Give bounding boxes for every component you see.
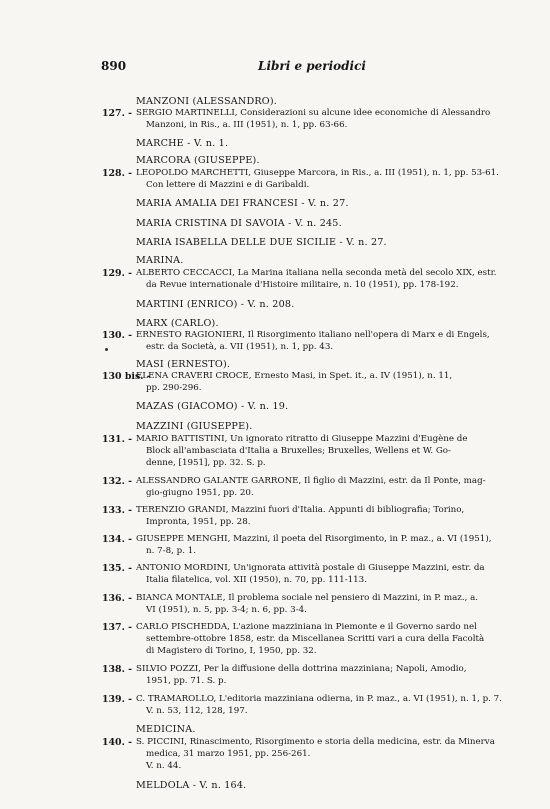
heading-marina: MARINA. xyxy=(136,255,184,266)
entry-136-line-1: BIANCA MONTALE, Il problema sociale nel pensiero di Mazzini, in P. maz., a. xyxy=(136,593,479,603)
entry-127-line-2: Manzoni, in Ris., a. III (1951), n. 1, pp. 63-66. xyxy=(146,120,348,130)
heading-martini: MARTINI (ENRICO) - V. n. 208. xyxy=(136,299,295,310)
entry-131-line-2: Block all'ambasciata d'Italia a Bruxelles; Bruxelles, Wellens et W. Go- xyxy=(146,446,451,456)
entry-number-131: 131. - xyxy=(102,434,132,445)
entry-number-136: 136. - xyxy=(102,593,132,604)
entry-137-line-2: settembre-ottobre 1858, estr. da Miscellanea Scritti vari a cura della Facoltà xyxy=(146,634,485,644)
entry-129-line-2: da Revue internationale d'Histoire militaire, n. 10 (1951), pp. 178-192. xyxy=(146,280,459,290)
heading-mazzini: MAZZINI (GIUSEPPE). xyxy=(136,421,253,432)
entry-130-bis-line-1: ELENA CRAVERI CROCE, Ernesto Masi, in Spet. it., a. IV (1951), n. 11, xyxy=(136,371,453,381)
entry-133-line-2: Impronta, 1951, pp. 28. xyxy=(146,517,251,527)
entry-131-line-3: denne, [1951], pp. 32. S. p. xyxy=(146,458,266,468)
entry-136-line-2: VI (1951), n. 5, pp. 3-4; n. 6, pp. 3-4. xyxy=(146,605,307,615)
entry-number-128: 128. - xyxy=(102,168,132,179)
entry-129-line-1: ALBERTO CECCACCI, La Marina italiana nella seconda metà del secolo XIX, estr. xyxy=(136,268,497,278)
entry-140-line-2: medica, 31 marzo 1951, pp. 256-261. xyxy=(146,749,311,759)
running-title: Libri e periodici xyxy=(258,59,366,73)
entry-132-line-1: ALESSANDRO GALANTE GARRONE, Il figlio di Mazzini, estr. da Il Ponte, mag- xyxy=(136,476,486,486)
entry-133-line-1: TERENZIO GRANDI, Mazzini fuori d'Italia. Appunti di bibliografia; Torino, xyxy=(136,505,465,515)
entry-135-line-2: Italia filatelica, vol. XII (1950), n. 70, pp. 111-113. xyxy=(146,575,367,585)
entry-127-line-1: SERGIO MARTINELLI, Considerazioni su alcune idee economiche di Alessandro xyxy=(136,108,491,118)
entry-138-line-2: 1951, pp. 71. S. p. xyxy=(146,676,227,686)
entry-130-line-2: estr. da Società, a. VII (1951), n. 1, pp. 43. xyxy=(146,342,334,352)
entry-135-line-1: ANTONIO MORDINI, Un'ignorata attività postale di Giuseppe Mazzini, estr. da xyxy=(136,563,485,573)
entry-number-138: 138. - xyxy=(102,664,132,675)
entry-number-140: 140. - xyxy=(102,737,132,748)
entry-number-133: 133. - xyxy=(102,505,132,516)
heading-manzoni: MANZONI (ALESSANDRO). xyxy=(136,96,278,107)
heading-maria-cristina: MARIA CRISTINA DI SAVOIA - V. n. 245. xyxy=(136,218,342,229)
heading-marcora: MARCORA (GIUSEPPE). xyxy=(136,155,260,166)
entry-number-139: 139. - xyxy=(102,694,132,705)
entry-139-line-2: V. n. 53, 112, 128, 197. xyxy=(146,706,248,716)
entry-number-127: 127. - xyxy=(102,108,132,119)
margin-mark xyxy=(105,348,108,351)
heading-mazas: MAZAS (GIACOMO) - V. n. 19. xyxy=(136,401,289,412)
entry-139-line-1: C. TRAMAROLLO, L'editoria mazziniana odierna, in P. maz., a. VI (1951), n. 1, p. 7. xyxy=(136,694,502,704)
heading-maria-amalia: MARIA AMALIA DEI FRANCESI - V. n. 27. xyxy=(136,198,349,209)
entry-130-bis-line-2: pp. 290-296. xyxy=(146,383,202,393)
entry-138-line-1: SILVIO POZZI, Per la diffusione della dottrina mazziniana; Napoli, Amodio, xyxy=(136,664,467,674)
heading-maria-isabella: MARIA ISABELLA DELLE DUE SICILIE - V. n. 27. xyxy=(136,237,387,248)
heading-marche: MARCHE - V. n. 1. xyxy=(136,138,229,149)
entry-128-line-1: LEOPOLDO MARCHETTI, Giuseppe Marcora, in Ris., a. III (1951), n. 1, pp. 53-61. xyxy=(136,168,499,178)
entry-number-132: 132. - xyxy=(102,476,132,487)
entry-number-134: 134. - xyxy=(102,534,132,545)
entry-number-130: 130. - xyxy=(102,330,132,341)
page-number: 890 xyxy=(101,59,127,73)
heading-medicina: MEDICINA. xyxy=(136,724,196,735)
heading-marx: MARX (CARLO). xyxy=(136,318,219,329)
entry-132-line-2: gio-giugno 1951, pp. 20. xyxy=(146,488,254,498)
entry-130-line-1: ERNESTO RAGIONIERI, Il Risorgimento italiano nell'opera di Marx e di Engels, xyxy=(136,330,490,340)
entry-140-line-3: V. n. 44. xyxy=(146,761,182,771)
entry-134-line-1: GIUSEPPE MENGHI, Mazzini, il poeta del Risorgimento, in P. maz., a. VI (1951), xyxy=(136,534,492,544)
entry-128-line-2: Con lettere di Mazzini e di Garibaldi. xyxy=(146,180,310,190)
entry-number-137: 137. - xyxy=(102,622,132,633)
heading-meldola: MELDOLA - V. n. 164. xyxy=(136,780,247,791)
entry-137-line-3: di Magistero di Torino, I, 1950, pp. 32. xyxy=(146,646,317,656)
entry-131-line-1: MARIO BATTISTINI, Un ignorato ritratto di Giuseppe Mazzini d'Eugène de xyxy=(136,434,468,444)
entry-number-130-bis: 130 bis. - xyxy=(102,371,151,382)
entry-137-line-1: CARLO PISCHEDDA, L'azione mazziniana in Piemonte e il Governo sardo nel xyxy=(136,622,477,632)
entry-134-line-2: n. 7-8, p. 1. xyxy=(146,546,197,556)
entry-number-135: 135. - xyxy=(102,563,132,574)
entry-140-line-1: S. PICCINI, Rinascimento, Risorgimento e storia della medicina, estr. da Minerva xyxy=(136,737,495,747)
heading-masi: MASI (ERNESTO). xyxy=(136,359,231,370)
entry-number-129: 129. - xyxy=(102,268,132,279)
